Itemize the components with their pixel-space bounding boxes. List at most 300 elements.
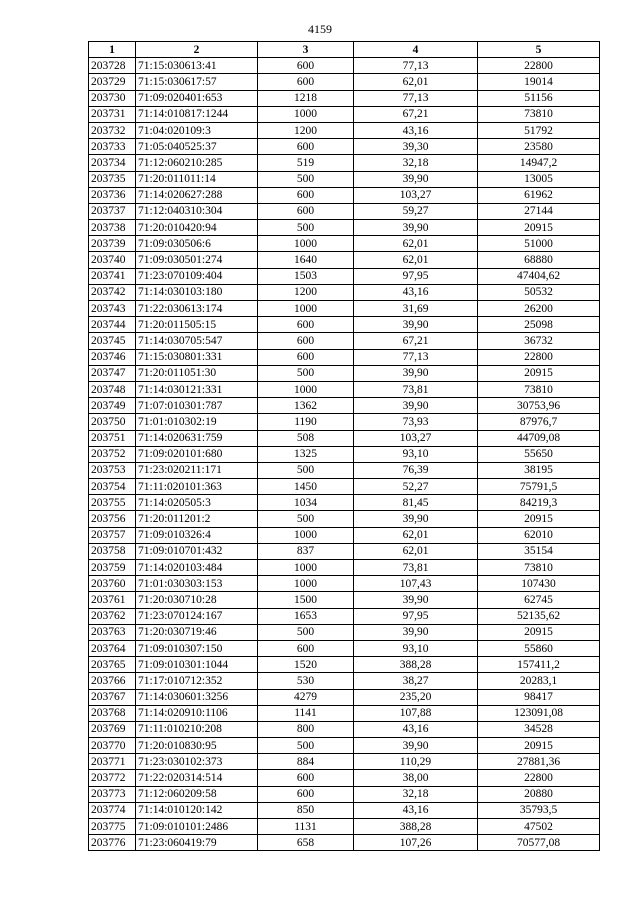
table-row: [89, 592, 600, 608]
table-cell-col-3: 500: [258, 365, 354, 381]
table-cell-col-3: 1500: [258, 592, 354, 608]
table-cell-col-2: 71:14:020910:1106: [136, 705, 258, 721]
table-cell-col-1: 203771: [89, 754, 136, 770]
table-cell-col-2: 71:09:030501:274: [136, 252, 258, 268]
table-cell-col-4: 97,95: [354, 608, 478, 624]
table-cell-col-3: 1200: [258, 284, 354, 300]
table-row: [89, 608, 600, 624]
table-cell-col-4: 62,01: [354, 236, 478, 252]
table-cell-col-5: 20915: [478, 738, 600, 754]
table-cell-col-3: 519: [258, 155, 354, 171]
table-cell-col-5: 38195: [478, 462, 600, 478]
table-cell-col-4: 43,16: [354, 721, 478, 737]
table-cell-col-2: 71:14:030705:547: [136, 333, 258, 349]
table-cell-col-5: 107430: [478, 576, 600, 592]
table-cell-col-1: 203776: [89, 835, 136, 851]
table-cell-col-2: 71:14:030103:180: [136, 284, 258, 300]
table-cell-col-5: 47404,62: [478, 268, 600, 284]
table-cell-col-4: 388,28: [354, 819, 478, 835]
table-cell-col-5: 68880: [478, 252, 600, 268]
table-cell-col-5: 35793,5: [478, 802, 600, 818]
table-cell-col-5: 51156: [478, 90, 600, 106]
table-cell-col-3: 1200: [258, 122, 354, 138]
table-cell-col-3: 1325: [258, 446, 354, 462]
table-cell-col-4: 43,16: [354, 284, 478, 300]
table-row: [89, 74, 600, 90]
table-cell-col-5: 98417: [478, 689, 600, 705]
column-header-2: 2: [136, 42, 258, 58]
table-row: [89, 738, 600, 754]
table-cell-col-4: 97,95: [354, 268, 478, 284]
table-cell-col-2: 71:22:020314:514: [136, 770, 258, 786]
table-cell-col-3: 500: [258, 738, 354, 754]
table-cell-col-5: 25098: [478, 317, 600, 333]
table-cell-col-2: 71:11:010210:208: [136, 721, 258, 737]
table-cell-col-5: 20283,1: [478, 673, 600, 689]
table-cell-col-5: 30753,96: [478, 398, 600, 414]
table-cell-col-1: 203763: [89, 624, 136, 640]
table-cell-col-4: 73,93: [354, 414, 478, 430]
table-cell-col-5: 23580: [478, 139, 600, 155]
table-cell-col-5: 73810: [478, 106, 600, 122]
table-cell-col-4: 39,90: [354, 738, 478, 754]
table-cell-col-1: 203749: [89, 398, 136, 414]
table-row: [89, 560, 600, 576]
table-row: [89, 139, 600, 155]
table-cell-col-1: 203751: [89, 430, 136, 446]
table-cell-col-3: 1141: [258, 705, 354, 721]
table-cell-col-5: 27144: [478, 203, 600, 219]
table-cell-col-3: 4279: [258, 689, 354, 705]
table-cell-col-5: 22800: [478, 58, 600, 74]
table-cell-col-4: 38,00: [354, 770, 478, 786]
table-cell-col-4: 32,18: [354, 786, 478, 802]
table-row: [89, 527, 600, 543]
table-cell-col-2: 71:20:011051:30: [136, 365, 258, 381]
table-cell-col-3: 500: [258, 462, 354, 478]
table-cell-col-2: 71:20:010420:94: [136, 220, 258, 236]
table-cell-col-1: 203735: [89, 171, 136, 187]
table-cell-col-4: 107,43: [354, 576, 478, 592]
table-cell-col-3: 600: [258, 139, 354, 155]
table-cell-col-1: 203730: [89, 90, 136, 106]
table-cell-col-5: 73810: [478, 560, 600, 576]
table-cell-col-3: 850: [258, 802, 354, 818]
table-cell-col-1: 203769: [89, 721, 136, 737]
table-cell-col-3: 1190: [258, 414, 354, 430]
table-cell-col-1: 203761: [89, 592, 136, 608]
table-row: [89, 543, 600, 559]
table-cell-col-1: 203743: [89, 301, 136, 317]
table-cell-col-5: 51792: [478, 122, 600, 138]
table-cell-col-5: 123091,08: [478, 705, 600, 721]
table-cell-col-1: 203736: [89, 187, 136, 203]
table-cell-col-2: 71:14:030601:3256: [136, 689, 258, 705]
table-cell-col-1: 203754: [89, 479, 136, 495]
table-row: [89, 171, 600, 187]
table-row: [89, 576, 600, 592]
table-cell-col-5: 36732: [478, 333, 600, 349]
table-cell-col-1: 203748: [89, 381, 136, 397]
table-cell-col-3: 1218: [258, 90, 354, 106]
table-row: [89, 365, 600, 381]
table-row: [89, 90, 600, 106]
table-cell-col-2: 71:23:070109:404: [136, 268, 258, 284]
table-cell-col-5: 27881,36: [478, 754, 600, 770]
table-cell-col-4: 59,27: [354, 203, 478, 219]
table-row: [89, 317, 600, 333]
table-cell-col-4: 39,90: [354, 624, 478, 640]
table-row: [89, 802, 600, 818]
table-cell-col-1: 203746: [89, 349, 136, 365]
table-cell-col-2: 71:14:020627:288: [136, 187, 258, 203]
table-cell-col-1: 203760: [89, 576, 136, 592]
table-cell-col-4: 62,01: [354, 252, 478, 268]
table-cell-col-1: 203740: [89, 252, 136, 268]
table-cell-col-5: 35154: [478, 543, 600, 559]
table-cell-col-4: 43,16: [354, 122, 478, 138]
table-cell-col-4: 39,90: [354, 592, 478, 608]
column-header-5: 5: [478, 42, 600, 58]
table-row: [89, 398, 600, 414]
table-cell-col-3: 600: [258, 187, 354, 203]
table-cell-col-4: 107,26: [354, 835, 478, 851]
table-cell-col-3: 1034: [258, 495, 354, 511]
table-cell-col-2: 71:20:010830:95: [136, 738, 258, 754]
table-cell-col-4: 31,69: [354, 301, 478, 317]
table-row: [89, 430, 600, 446]
table-cell-col-5: 44709,08: [478, 430, 600, 446]
table-cell-col-4: 77,13: [354, 58, 478, 74]
table-header: [89, 42, 600, 58]
table-cell-col-5: 62010: [478, 527, 600, 543]
table-cell-col-1: 203775: [89, 819, 136, 835]
table-row: [89, 187, 600, 203]
table-cell-col-4: 93,10: [354, 640, 478, 656]
table-cell-col-4: 39,30: [354, 139, 478, 155]
table-cell-col-2: 71:09:010326:4: [136, 527, 258, 543]
table-row: [89, 268, 600, 284]
table-cell-col-1: 203753: [89, 462, 136, 478]
table-cell-col-5: 52135,62: [478, 608, 600, 624]
table-cell-col-4: 39,90: [354, 511, 478, 527]
table-row: [89, 252, 600, 268]
table-cell-col-3: 1653: [258, 608, 354, 624]
table-cell-col-5: 75791,5: [478, 479, 600, 495]
table-cell-col-3: 1000: [258, 236, 354, 252]
table-cell-col-2: 71:01:010302:19: [136, 414, 258, 430]
table-row: [89, 446, 600, 462]
table-cell-col-4: 67,21: [354, 106, 478, 122]
table-cell-col-3: 1640: [258, 252, 354, 268]
table-cell-col-3: 500: [258, 171, 354, 187]
table-cell-col-4: 52,27: [354, 479, 478, 495]
table-cell-col-4: 67,21: [354, 333, 478, 349]
table-row: [89, 721, 600, 737]
table-cell-col-5: 20915: [478, 365, 600, 381]
table-cell-col-4: 103,27: [354, 187, 478, 203]
table-cell-col-2: 71:14:010817:1244: [136, 106, 258, 122]
data-table: [88, 41, 600, 851]
table-cell-col-4: 62,01: [354, 527, 478, 543]
table-cell-col-4: 235,20: [354, 689, 478, 705]
table-cell-col-2: 71:20:011505:15: [136, 317, 258, 333]
table-cell-col-3: 500: [258, 511, 354, 527]
table-cell-col-1: 203762: [89, 608, 136, 624]
table-row: [89, 203, 600, 219]
table-cell-col-4: 107,88: [354, 705, 478, 721]
table-cell-col-2: 71:15:030801:331: [136, 349, 258, 365]
column-header-3: 3: [258, 42, 354, 58]
table-cell-col-5: 55860: [478, 640, 600, 656]
table-cell-col-3: 1450: [258, 479, 354, 495]
table-cell-col-3: 530: [258, 673, 354, 689]
table-cell-col-3: 1000: [258, 301, 354, 317]
table-cell-col-4: 76,39: [354, 462, 478, 478]
table-cell-col-1: 203767: [89, 689, 136, 705]
table-cell-col-3: 1000: [258, 576, 354, 592]
table-cell-col-5: 20915: [478, 511, 600, 527]
table-row: [89, 349, 600, 365]
table-cell-col-2: 71:23:030102:373: [136, 754, 258, 770]
table-cell-col-4: 388,28: [354, 657, 478, 673]
table-cell-col-4: 77,13: [354, 90, 478, 106]
table-cell-col-2: 71:04:020109:3: [136, 122, 258, 138]
table-cell-col-3: 884: [258, 754, 354, 770]
table-cell-col-1: 203755: [89, 495, 136, 511]
table-cell-col-4: 43,16: [354, 802, 478, 818]
table-cell-col-4: 39,90: [354, 220, 478, 236]
table-cell-col-5: 157411,2: [478, 657, 600, 673]
table-row: [89, 819, 600, 835]
table-cell-col-2: 71:17:010712:352: [136, 673, 258, 689]
table-cell-col-2: 71:15:030617:57: [136, 74, 258, 90]
table-cell-col-5: 19014: [478, 74, 600, 90]
header-row: [89, 42, 600, 58]
table-cell-col-4: 110,29: [354, 754, 478, 770]
table-cell-col-4: 103,27: [354, 430, 478, 446]
table-cell-col-3: 1000: [258, 106, 354, 122]
table-row: [89, 624, 600, 640]
table-cell-col-3: 500: [258, 624, 354, 640]
table-cell-col-2: 71:23:020211:171: [136, 462, 258, 478]
table-row: [89, 301, 600, 317]
table-cell-col-2: 71:14:010120:142: [136, 802, 258, 818]
table-cell-col-2: 71:23:060419:79: [136, 835, 258, 851]
table-cell-col-2: 71:22:030613:174: [136, 301, 258, 317]
table-cell-col-2: 71:12:060209:58: [136, 786, 258, 802]
table-cell-col-4: 39,90: [354, 317, 478, 333]
table-cell-col-3: 1000: [258, 560, 354, 576]
table-cell-col-3: 600: [258, 203, 354, 219]
table-cell-col-2: 71:09:010701:432: [136, 543, 258, 559]
table-cell-col-3: 837: [258, 543, 354, 559]
table-cell-col-4: 39,90: [354, 365, 478, 381]
table-row: [89, 705, 600, 721]
table-cell-col-4: 38,27: [354, 673, 478, 689]
table-cell-col-1: 203764: [89, 640, 136, 656]
table-cell-col-3: 600: [258, 317, 354, 333]
table-cell-col-3: 600: [258, 74, 354, 90]
table-cell-col-4: 81,45: [354, 495, 478, 511]
table-cell-col-1: 203752: [89, 446, 136, 462]
table-cell-col-4: 73,81: [354, 381, 478, 397]
table-row: [89, 220, 600, 236]
table-cell-col-3: 500: [258, 220, 354, 236]
table-cell-col-2: 71:05:040525:37: [136, 139, 258, 155]
table-cell-col-2: 71:12:040310:304: [136, 203, 258, 219]
table-cell-col-3: 508: [258, 430, 354, 446]
table-row: [89, 835, 600, 851]
table-cell-col-4: 73,81: [354, 560, 478, 576]
table-row: [89, 462, 600, 478]
column-header-1: 1: [89, 42, 136, 58]
table-cell-col-4: 39,90: [354, 398, 478, 414]
table-cell-col-2: 71:14:030121:331: [136, 381, 258, 397]
table-cell-col-4: 62,01: [354, 543, 478, 559]
table-cell-col-1: 203768: [89, 705, 136, 721]
table-cell-col-1: 203733: [89, 139, 136, 155]
table-cell-col-1: 203742: [89, 284, 136, 300]
table-cell-col-2: 71:23:070124:167: [136, 608, 258, 624]
table-cell-col-1: 203773: [89, 786, 136, 802]
table-cell-col-3: 1000: [258, 527, 354, 543]
table-cell-col-3: 800: [258, 721, 354, 737]
table-cell-col-1: 203774: [89, 802, 136, 818]
table-row: [89, 333, 600, 349]
table-cell-col-2: 71:09:020401:653: [136, 90, 258, 106]
table-cell-col-5: 61962: [478, 187, 600, 203]
table-row: [89, 122, 600, 138]
table-cell-col-5: 70577,08: [478, 835, 600, 851]
table-cell-col-5: 20880: [478, 786, 600, 802]
table-cell-col-5: 22800: [478, 770, 600, 786]
table-cell-col-3: 658: [258, 835, 354, 851]
table-cell-col-1: 203772: [89, 770, 136, 786]
table-cell-col-3: 1520: [258, 657, 354, 673]
table-cell-col-4: 32,18: [354, 155, 478, 171]
table-cell-col-5: 14947,2: [478, 155, 600, 171]
table-cell-col-5: 47502: [478, 819, 600, 835]
table-cell-col-2: 71:07:010301:787: [136, 398, 258, 414]
table-cell-col-1: 203765: [89, 657, 136, 673]
table-cell-col-5: 20915: [478, 220, 600, 236]
table-cell-col-1: 203759: [89, 560, 136, 576]
table-cell-col-1: 203737: [89, 203, 136, 219]
table-cell-col-5: 26200: [478, 301, 600, 317]
table-cell-col-4: 39,90: [354, 171, 478, 187]
table-row: [89, 236, 600, 252]
table-cell-col-4: 77,13: [354, 349, 478, 365]
table-cell-col-3: 600: [258, 333, 354, 349]
table-cell-col-2: 71:11:020101:363: [136, 479, 258, 495]
table-cell-col-1: 203732: [89, 122, 136, 138]
table-cell-col-1: 203728: [89, 58, 136, 74]
page-number: 4159: [308, 22, 332, 36]
table-cell-col-3: 600: [258, 349, 354, 365]
table-cell-col-1: 203744: [89, 317, 136, 333]
table-cell-col-1: 203758: [89, 543, 136, 559]
table-cell-col-1: 203747: [89, 365, 136, 381]
table-cell-col-2: 71:14:020631:759: [136, 430, 258, 446]
column-header-4: 4: [354, 42, 478, 58]
table-cell-col-2: 71:12:060210:285: [136, 155, 258, 171]
table-row: [89, 284, 600, 300]
table-row: [89, 511, 600, 527]
table-cell-col-4: 62,01: [354, 74, 478, 90]
table-cell-col-2: 71:20:011011:14: [136, 171, 258, 187]
table-cell-col-2: 71:01:030303:153: [136, 576, 258, 592]
table-cell-col-2: 71:09:010301:1044: [136, 657, 258, 673]
table-cell-col-1: 203741: [89, 268, 136, 284]
table-cell-col-5: 50532: [478, 284, 600, 300]
table-row: [89, 640, 600, 656]
table-cell-col-5: 62745: [478, 592, 600, 608]
table-cell-col-4: 93,10: [354, 446, 478, 462]
table-cell-col-5: 20915: [478, 624, 600, 640]
table-row: [89, 106, 600, 122]
table-cell-col-2: 71:20:011201:2: [136, 511, 258, 527]
table-cell-col-1: 203766: [89, 673, 136, 689]
table-cell-col-5: 84219,3: [478, 495, 600, 511]
table-cell-col-2: 71:20:030719:46: [136, 624, 258, 640]
table-cell-col-2: 71:09:030506:6: [136, 236, 258, 252]
table-cell-col-1: 203750: [89, 414, 136, 430]
table-cell-col-5: 73810: [478, 381, 600, 397]
table-cell-col-5: 34528: [478, 721, 600, 737]
table-cell-col-3: 1362: [258, 398, 354, 414]
table-cell-col-1: 203734: [89, 155, 136, 171]
table-row: [89, 495, 600, 511]
table-cell-col-5: 51000: [478, 236, 600, 252]
table-row: [89, 414, 600, 430]
table-cell-col-2: 71:09:010101:2486: [136, 819, 258, 835]
table-cell-col-1: 203757: [89, 527, 136, 543]
table-cell-col-1: 203729: [89, 74, 136, 90]
table-cell-col-1: 203756: [89, 511, 136, 527]
table-cell-col-3: 600: [258, 770, 354, 786]
table-cell-col-1: 203739: [89, 236, 136, 252]
table-cell-col-1: 203738: [89, 220, 136, 236]
table-cell-col-3: 600: [258, 786, 354, 802]
table-cell-col-3: 600: [258, 58, 354, 74]
table-cell-col-1: 203770: [89, 738, 136, 754]
table-row: [89, 786, 600, 802]
table-cell-col-2: 71:20:030710:28: [136, 592, 258, 608]
table-cell-col-2: 71:09:010307:150: [136, 640, 258, 656]
table-cell-col-2: 71:15:030613:41: [136, 58, 258, 74]
table-row: [89, 155, 600, 171]
table-row: [89, 381, 600, 397]
table-cell-col-2: 71:14:020103:484: [136, 560, 258, 576]
table-cell-col-1: 203745: [89, 333, 136, 349]
table-cell-col-5: 87976,7: [478, 414, 600, 430]
table-row: [89, 479, 600, 495]
table-cell-col-5: 55650: [478, 446, 600, 462]
table-cell-col-2: 71:14:020505:3: [136, 495, 258, 511]
table-cell-col-5: 13005: [478, 171, 600, 187]
table-row: [89, 657, 600, 673]
table-row: [89, 754, 600, 770]
table-cell-col-3: 1000: [258, 381, 354, 397]
table-row: [89, 770, 600, 786]
table-row: [89, 689, 600, 705]
table-cell-col-3: 1503: [258, 268, 354, 284]
table-cell-col-5: 22800: [478, 349, 600, 365]
table-cell-col-2: 71:09:020101:680: [136, 446, 258, 462]
table-body: [89, 58, 600, 851]
table-cell-col-3: 1131: [258, 819, 354, 835]
